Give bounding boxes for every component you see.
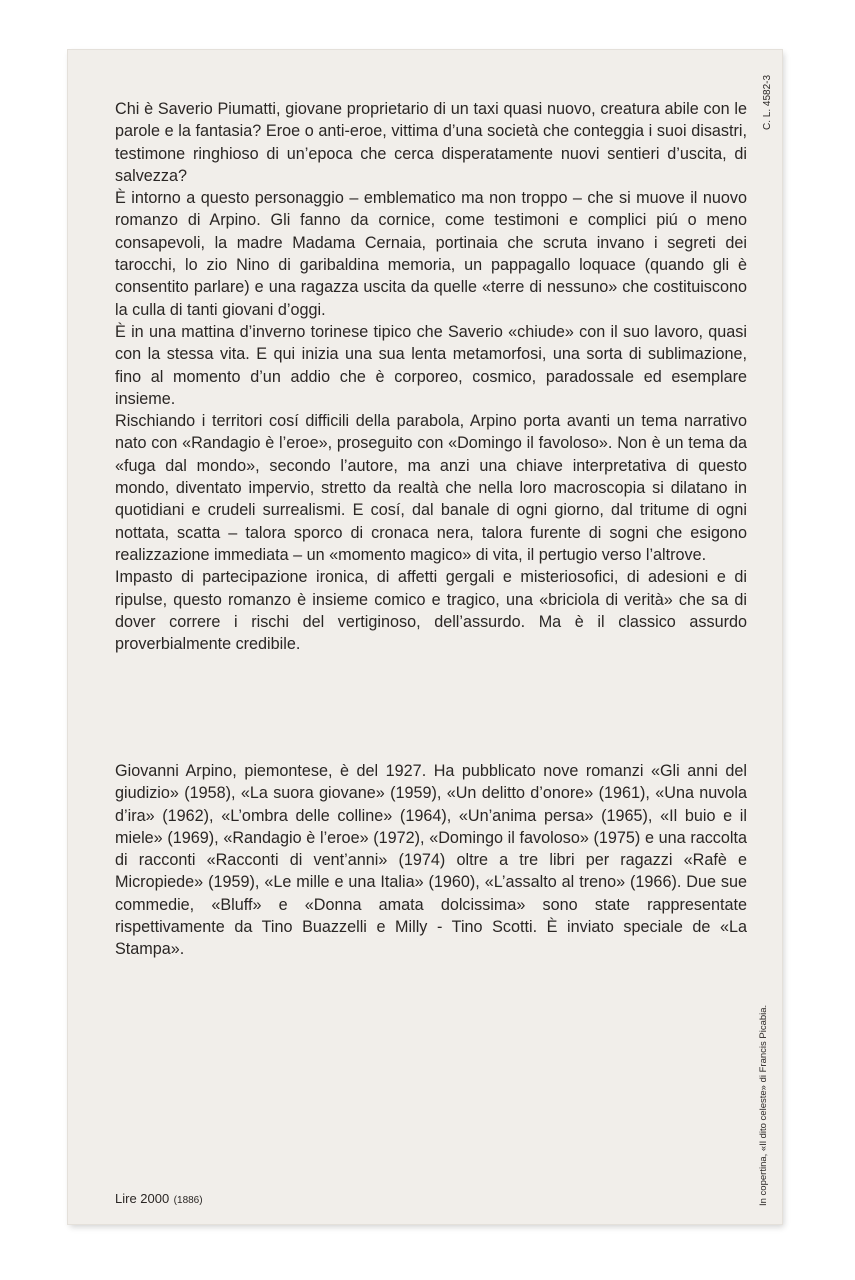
catalog-code: C. L. 4582-3 — [762, 74, 773, 130]
blurb-paragraph: Rischiando i territori cosí difficili della parabola, Arpino porta avanti un tema narrativo nato con «Randagio è l’eroe», proseguito con «Domingo il favoloso». Non è un tema da «fuga dal mondo», secondo l’autore, ma anzi una chiave interpretativa di questo mondo, diventato impervio, stretto da realtà che nella loro macroscopia si dilatano in quotidiani e crudeli surrealismi. E cosí, dal banale di ogni giorno, dal tritume di ogni nottata, scatta – talora sporco di cronaca nera, talora furente di sogni che esigono realizzazione immediata – un «momento magico» di vita, il pertugio verso l’altrove. — [115, 412, 747, 564]
author-bio: Giovanni Arpino, piemontese, è del 1927. Ha pubblicato nove romanzi «Gli anni del giudizio» (1958), «La suora giovane» (1959), «Un delitto d’onore» (1961), «Una nuvola d’ira» (1962), «L’ombra delle colline» (1964), «Un’anima persa» (1965), «Il buio e il miele» (1969), «Randagio è l’eroe» (1972), «Domingo il favoloso» (1975) e una raccolta di racconti «Racconti di vent’anni» (1974) oltre a tre libri per ragazzi «Rafè e Micropiede» (1959), «Le mille e una Italia» (1960), «L’assalto al treno» (1966). Due sue commedie, «Bluff» e «Donna amata dolcissima» sono state rappresentate rispettivamente da Tino Buazzelli e Milly - Tino Scotti. È inviato speciale de «La Stampa». — [115, 762, 747, 959]
price-label: Lire 2000 — [115, 1191, 170, 1206]
blurb-text — [115, 98, 747, 655]
blurb-paragraph: Impasto di partecipazione ironica, di affetti gergali e misteriosofici, di adesioni e di ripulse, questo romanzo è insieme comico e tragico, una «briciola di verità» che sa di dover correre i rischi del vertiginoso, dell’assurdo. Ma è il classico assurdo proverbialmente credibile. — [115, 568, 747, 654]
blurb-paragraph: Chi è Saverio Piumatti, giovane proprietario di un taxi quasi nuovo, creatura abile con le parole e la fantasia? Eroe o anti-eroe, vittima d’una società che conteggia i suoi disastri, testimone ringhioso di un’epoca che cerca disperatamente nuovi sentieri d’uscita, di salvezza? — [115, 100, 747, 185]
price-line — [115, 1190, 203, 1208]
blurb-paragraph: È in una mattina d’inverno torinese tipico che Saverio «chiude» con il suo lavoro, quasi con la stessa vita. E qui inizia una sua lenta metamorfosi, una sorta di sublimazione, fino al momento d’un addio che è corporeo, cosmico, paradossale ed esemplare insieme. — [115, 322, 747, 408]
cover-credit: In copertina, «Il dito celeste» di Francis Picabia. — [758, 1004, 769, 1206]
price-code: (1886) — [173, 1195, 203, 1206]
blurb-paragraph: È intorno a questo personaggio – emblematico ma non troppo – che si muove il nuovo romanzo di Arpino. Gli fanno da cornice, come testimoni e complici piú o meno consapevoli, la madre Madama Cernaia, portinaia che scruta invano i segreti dei tarocchi, lo zio Nino di garibaldina memoria, un pappagallo loquace (quando gli è consentito parlare) e una ragazza uscita da quelle «terre di nessuno» che costituiscono la culla di tanti giovani d’oggi. — [115, 189, 747, 319]
